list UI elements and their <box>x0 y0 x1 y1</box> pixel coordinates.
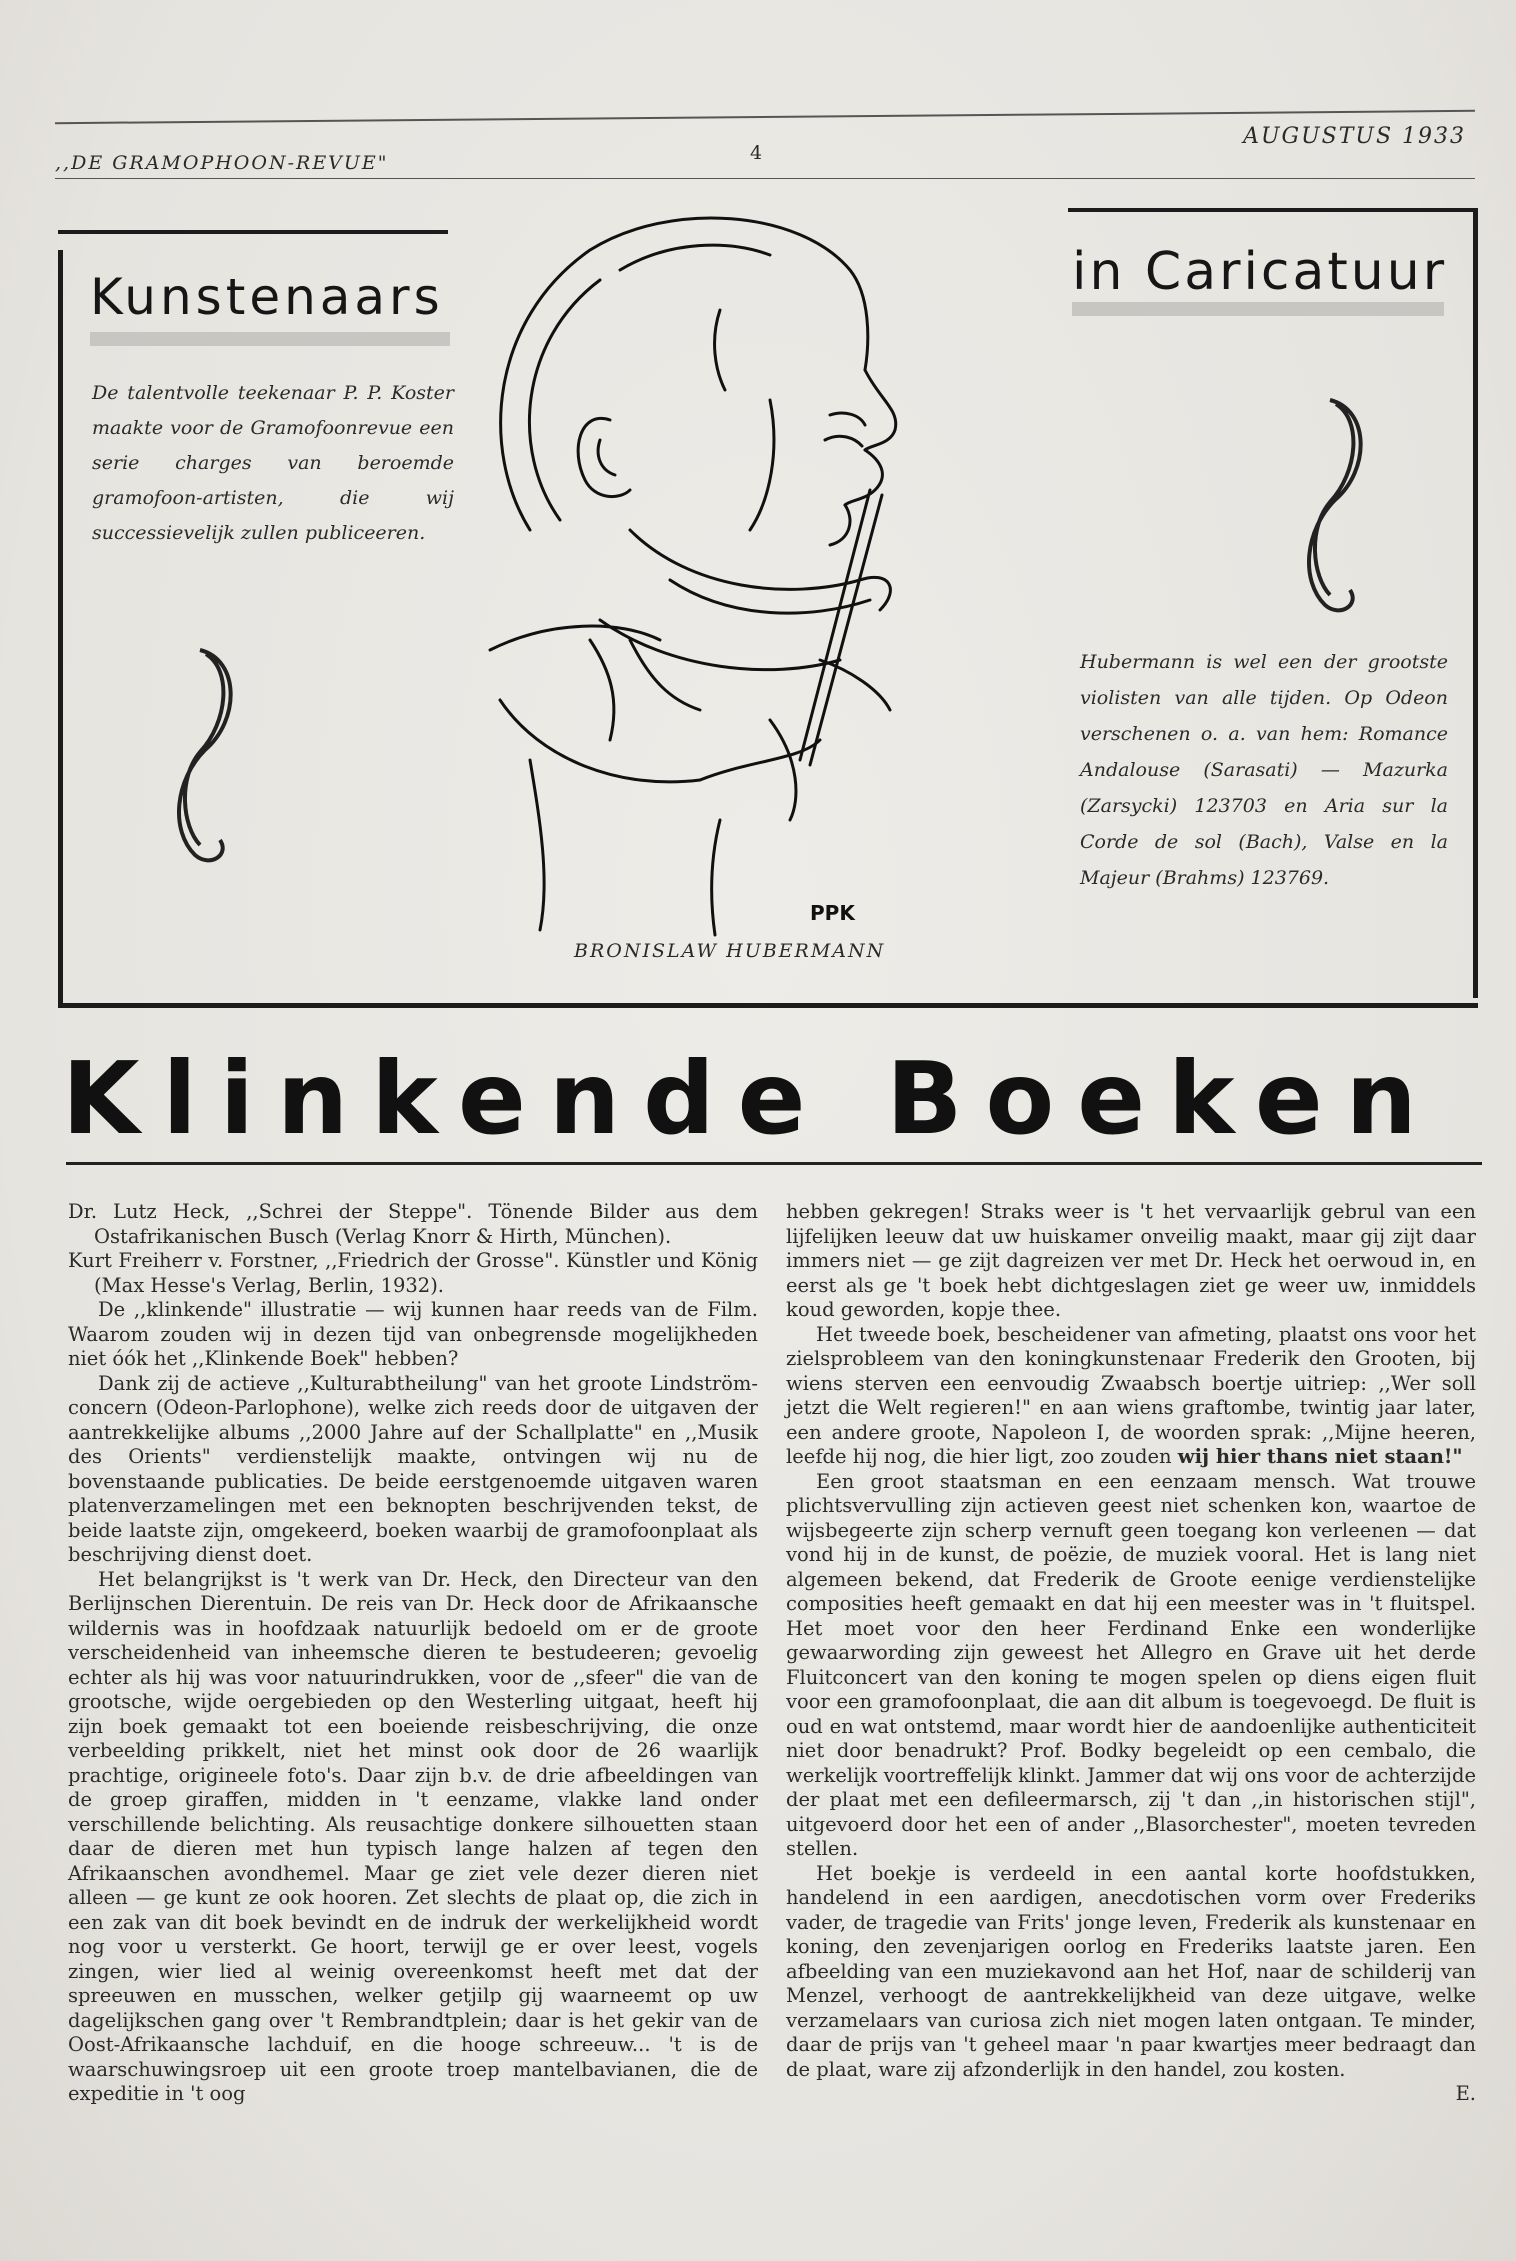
bibliography-entry: Dr. Lutz Heck, ,,Schrei der Steppe". Tönende Bilder aus dem Ostafrikanischen Busch (Verlag Knorr & Hirth, München). <box>68 1200 758 1248</box>
article-signoff: E. <box>1455 2082 1476 2105</box>
header-date: AUGUSTUS 1933 <box>1243 124 1466 149</box>
hubermann-description: Hubermann is wel een der grootste violisten van alle tijden. Op Odeon verschenen o. a. van hem: Romance Andalouse (Sarasati) — Mazurka (Zarsycki) 123703 en Aria sur la Corde de sol (Bach), Valse en la Majeur (Brahms) 123769. <box>1080 651 1448 889</box>
header-rule-bottom <box>55 178 1475 179</box>
caricature-drawing <box>470 200 1070 940</box>
feature-title-left: Kunstenaars <box>90 268 444 326</box>
article-column-left <box>68 1200 758 2107</box>
ornament-flourish-icon <box>160 640 250 870</box>
headline-rule <box>66 1162 1482 1165</box>
caricature-caption: BRONISLAW HUBERMANN <box>574 940 886 962</box>
ornament-flourish-icon <box>1290 390 1380 620</box>
article-column-right <box>786 1200 1476 2107</box>
feature-title-right: in Caricatuur <box>1072 242 1448 302</box>
header-publication: ,,DE GRAMOPHOON-REVUE" <box>55 152 389 174</box>
feature-intro: De talentvolle teekenaar P. P. Koster maakte voor de Gramofoonrevue een serie charges van beroemde gramofoon-artisten, die wij successievelijk zullen publiceeren. <box>92 382 454 544</box>
article-headline: Klinkende Boeken <box>62 1040 1440 1157</box>
article-paragraph <box>786 1323 1476 1470</box>
article-paragraph: Het belangrijkst is 't werk van Dr. Heck, den Directeur van den Berlijnschen Dierentuin. De reis van Dr. Heck door de Afrikaansche wildernis was in hoofdzaak natuurlijk bedoeld om er de groote verscheidenheid van inheemsche dieren te bestudeeren; gevoelig echter als hij was voor natuurindrukken, voor de ,,sfeer" die van de grootsche, wijde oergebieden op den Westerling uitgaat, heeft hij zijn boek gemaakt tot een boeiende reisbeschrijving, die onze verbeelding prikkelt, niet het minst ook door de 26 waarlijk prachtige, origineele foto's. Daar zijn b.v. de drie afbeeldingen van de groep giraffen, midden in 't eenzame, vlakke land onder verschillende belichting. Als reusachtige donkere silhouetten staan daar de dieren met hun typisch lange halzen af tegen den Afrikaanschen avondhemel. Maar ge ziet vele dezer dieren niet alleen — ge kunt ze ook hooren. Zet slechts de plaat op, die zich in een zak van dit boek bevindt en de indruk der werkelijkheid wordt nog voor u versterkt. Ge hoort, terwijl ge er over leest, vogels zingen, wier lied al weinig overeenkomst heeft met dat der spreeuwen en musschen, welker getjilp gij waarneemt op uw dagelijkschen gang over 't Rembrandtplein; daar is het gekir van de Oost-Afrikaansche lachduif, en die hooge schreeuw... 't is de waarschuwingsroep uit een groote troep mantelbavianen, die de expeditie in 't oog <box>68 1567 758 2105</box>
title-shadow <box>1072 302 1444 316</box>
title-shadow <box>90 332 450 346</box>
article-emphasis: wij hier thans niet staan!" <box>1177 1445 1463 1468</box>
article-paragraph: hebben gekregen! Straks weer is 't het vervaarlijk gebrul van een lijfelijken leeuw dat uw huiskamer onveilig maakt, maar gij zijt daar immers niet — ge zijt dagreizen ver met Dr. Heck het oerwoud in, en eerst als ge 't boek hebt dichtgeslagen ziet ge weer uw, inmiddels koud geworden, kopje thee. <box>786 1200 1476 1321</box>
article-paragraph: Een groot staatsman en een eenzaam mensch. Wat trouwe plichtsvervulling zijn actieven geest niet schenken kon, waartoe de wijsbegeerte zijn scherp vernuft geen toegang kon verleenen — dat vond hij in de kunst, de poëzie, de muziek vooral. Het is lang niet algemeen bekend, dat Frederik de Groote eenige verdienstelijke composities heeft gemaakt en dat hij een meester was in 't fluitspel. Het moet voor den heer Ferdinand Enke een wonderlijke gewaarwording zijn geweest het Allegro en Grave uit het derde Fluitconcert van den koning te mogen spelen op diens eigen fluit voor een gramofoonplaat, die aan dit album is toegevoegd. De fluit is oud en wat ontstemd, maar wordt hier de aandoenlijke authenticiteit niet door benadrukt? Prof. Bodky begeleidt op een cembalo, die werkelijk voortreffelijk klinkt. Jammer dat wij ons voor de achterzijde der plaat met een defileermarsch, zij 't dan ,,in historischen stijl", uitgevoerd door het een of ander ,,Blasorchester", moeten tevreden stellen. <box>786 1469 1476 1860</box>
article-paragraph: Dank zij de actieve ,,Kulturabtheilung" van het groote Lindström-concern (Odeon-Parlophone), welke zich reeds door de uitgaven der aantrekkelijke albums ,,2000 Jahre auf der Schallplatte" en ,,Musik des Orients" verdienstelijk maakte, ontvingen wij nu de bovenstaande publicaties. De beide eerstgenoemde uitgaven waren platenverzamelingen met een beknopten beschrijvenden tekst, de beide laatste zijn, omgekeerd, boeken waarbij de gramofoonplaat als beschrijving dienst doet. <box>68 1371 758 1566</box>
article-paragraph: Het boekje is verdeeld in een aantal korte hoofdstukken, handelend in een aardigen, anecdotischen vorm over Frederiks vader, de tragedie van Frits' jonge leven, Frederik als kunstenaar en koning, den zevenjarigen oorlog en Frederiks laatste jaren. Een afbeelding van een muziekavond aan het Hof, naar de schilderij van Menzel, verhoogt de aantrekkelijkheid van deze uitgave, welke verzamelaars van curiosa zich niet mogen laten ontgaan. Te minder, daar de prijs van 't geheel maar 'n paar kwartjes meer bedraagt dan de plaat, ware zij afzonderlijk in den handel, zou kosten. <box>786 1861 1476 2081</box>
header-rule-top <box>55 110 1475 124</box>
article-paragraph: De ,,klinkende" illustratie — wij kunnen haar reeds van de Film. Waarom zouden wij in dezen tijd van onbegrensde mogelijkheden niet óók het ,,Klinkende Boek" hebben? <box>68 1298 758 1370</box>
article-text: Het tweede boek, bescheidener van afmeting, plaatst ons voor het zielsprobleem van den koningkunstenaar Frederik den Grooten, bij wiens sterven een eenvoudig Zwaabsch boertje uitriep: ,,Wer soll jetzt die Welt regieren!" en aan wiens graftombe, twintig jaar later, een andere groote, Napoleon I, de woorden sprak: ,,Mijne heeren, leefde hij nog, die hier ligt, zoo zouden <box>786 1322 1476 1468</box>
artist-signature: PPK <box>810 901 855 925</box>
header-page-number: 4 <box>750 142 763 164</box>
bibliography-entry: Kurt Freiherr v. Forstner, ,,Friedrich der Grosse". Künstler und König (Max Hesse's Verlag, Berlin, 1932). <box>68 1249 758 1297</box>
